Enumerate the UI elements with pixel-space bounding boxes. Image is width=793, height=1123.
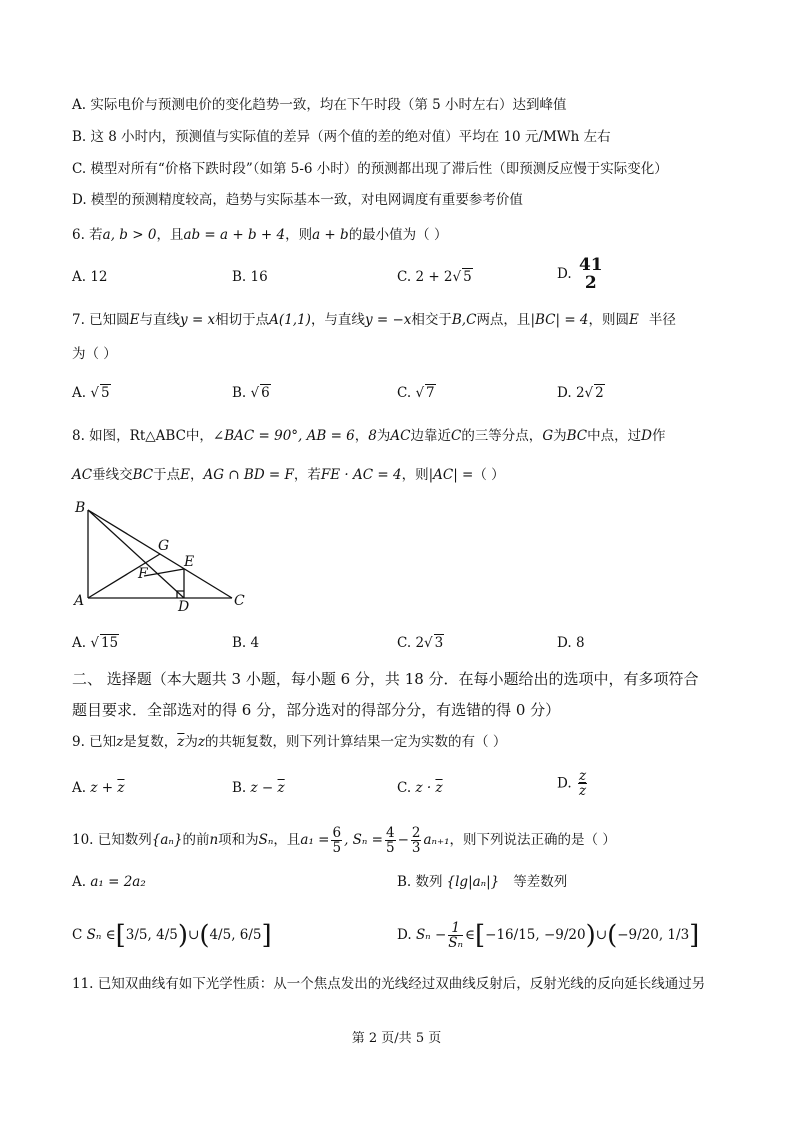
segment-ag	[88, 554, 160, 598]
q6-option-d: D. 41 2	[557, 255, 603, 293]
q7-option-b: B. √ 6	[232, 385, 270, 401]
q7-option-d: D. 2√ 2	[557, 385, 604, 401]
label-d: D	[178, 599, 190, 614]
page-footer: 第 2 页/共 5 页	[351, 1031, 442, 1046]
label-f: F	[138, 566, 148, 582]
q6-cond1: a, b > 0	[102, 227, 157, 243]
q6-cond2: ab = a + b + 4	[183, 227, 286, 243]
q6-option-c: C. 2 + 2√ 5	[397, 269, 472, 285]
q5-option-c: C. 模型对所有“价格下跌时段”（如第 5-6 小时）的预测都出现了滞后性（即预测反应慢于实际变化）	[72, 161, 668, 177]
q5-option-d: D. 模型的预测精度较高，趋势与实际基本一致，对电网调度有重要参考价值	[72, 192, 523, 208]
section2-heading-line1: 二、 选择题（本大题共 3 小题，每小题 6 分，共 18 分．在每小题给出的选项中，有多项符合	[72, 670, 699, 688]
q9-option-c: C. $z \cdot \overline{z}$	[397, 780, 443, 796]
q9-option-d: D. $\frac{z}{z}$	[557, 768, 587, 799]
q11-stem: 11. 已知双曲线有如下光学性质：从一个焦点发出的光线经过双曲线反射后，反射光线的反向延长线通过另	[72, 976, 706, 992]
q7-option-a: A. √ 5	[72, 385, 110, 401]
q10-option-b: B. 数列 {lg|aₙ|} 等差数列	[397, 874, 568, 890]
q6-expr: a + b	[312, 227, 349, 243]
q9-stem: 9. 已知z是复数，$\overline{z}$为z的共轭复数，则下列计算结果一定为实数的有（ ）	[72, 734, 507, 750]
q5-option-a: A. 实际电价与预测电价的变化趋势一致，均在下午时段（第 5 小时左右）达到峰值	[72, 97, 567, 113]
q10-option-c: C Sₙ ∈[3/5, 4/5)∪(4/5, 6/5]	[72, 920, 272, 951]
q7-stem-line1: 7. 已知圆E与直线y = x相切于点A(1,1)，与直线y = −x相交于B,C两点，且|BC| = 4，则圆E 半径	[72, 312, 676, 328]
q8-option-c: C. 2√ 3	[397, 635, 444, 651]
section2-heading-line2: 题目要求．全部选对的得 6 分，部分选对的得部分分，有选错的得 0 分）	[72, 701, 561, 719]
label-g: G	[158, 538, 170, 554]
q5-option-b: B. 这 8 小时内，预测值与实际值的差异（两个值的差的绝对值）平均在 10 元/MWh 左右	[72, 129, 611, 145]
q8-triangle-figure	[72, 498, 252, 614]
segment-bd	[88, 510, 184, 598]
q9-option-b: B. $z - \overline{z}$	[232, 780, 285, 796]
q9-option-a: A. $z + \overline{z}$	[72, 780, 125, 796]
q10-option-d: D. Sₙ − $\frac{1}{\text{Sₙ}}$ ∈[−16/15, −9/20)∪(−9/20, 1/3]	[397, 920, 700, 951]
segment-fe	[144, 569, 184, 576]
q10-option-a: A. a₁ = 2a₂	[72, 874, 146, 890]
label-e: E	[184, 554, 195, 570]
label-a: A	[74, 593, 85, 609]
q8-option-a: A. √ 15	[72, 635, 119, 651]
q8-option-b: B. 4	[232, 635, 260, 651]
q8-option-d: D. 8	[557, 635, 585, 651]
q10-stem: 10. 已知数列{aₙ}的前n项和为Sₙ，且a₁ = $\frac{6}{5}$ , Sₙ = $\frac{4}{5}$ − $\frac{2}{3}$ aₙ₊₁，则下列说法正确的是（ ）	[72, 825, 616, 856]
label-b: B	[75, 500, 86, 516]
q6-stem: 6. 若a, b > 0，且ab = a + b + 4，则a + b的最小值为（ ）	[72, 227, 448, 243]
q8-stem-line1: 8. 如图，Rt△ABC中，∠BAC = 90°, AB = 6，8为AC边靠近C的三等分点，G为BC中点，过D作	[72, 428, 666, 444]
q8-stem-line2: AC垂线交BC于点E，AG ∩ BD = F，若FE · AC = 4，则|AC| =（ ）	[72, 467, 505, 483]
label-c: C	[234, 593, 245, 609]
q6-option-a: A. 12	[72, 269, 108, 285]
q6-option-b: B. 16	[232, 269, 268, 285]
q7-stem-line2: 为（ ）	[72, 346, 117, 362]
q7-option-c: C. √ 7	[397, 385, 435, 401]
